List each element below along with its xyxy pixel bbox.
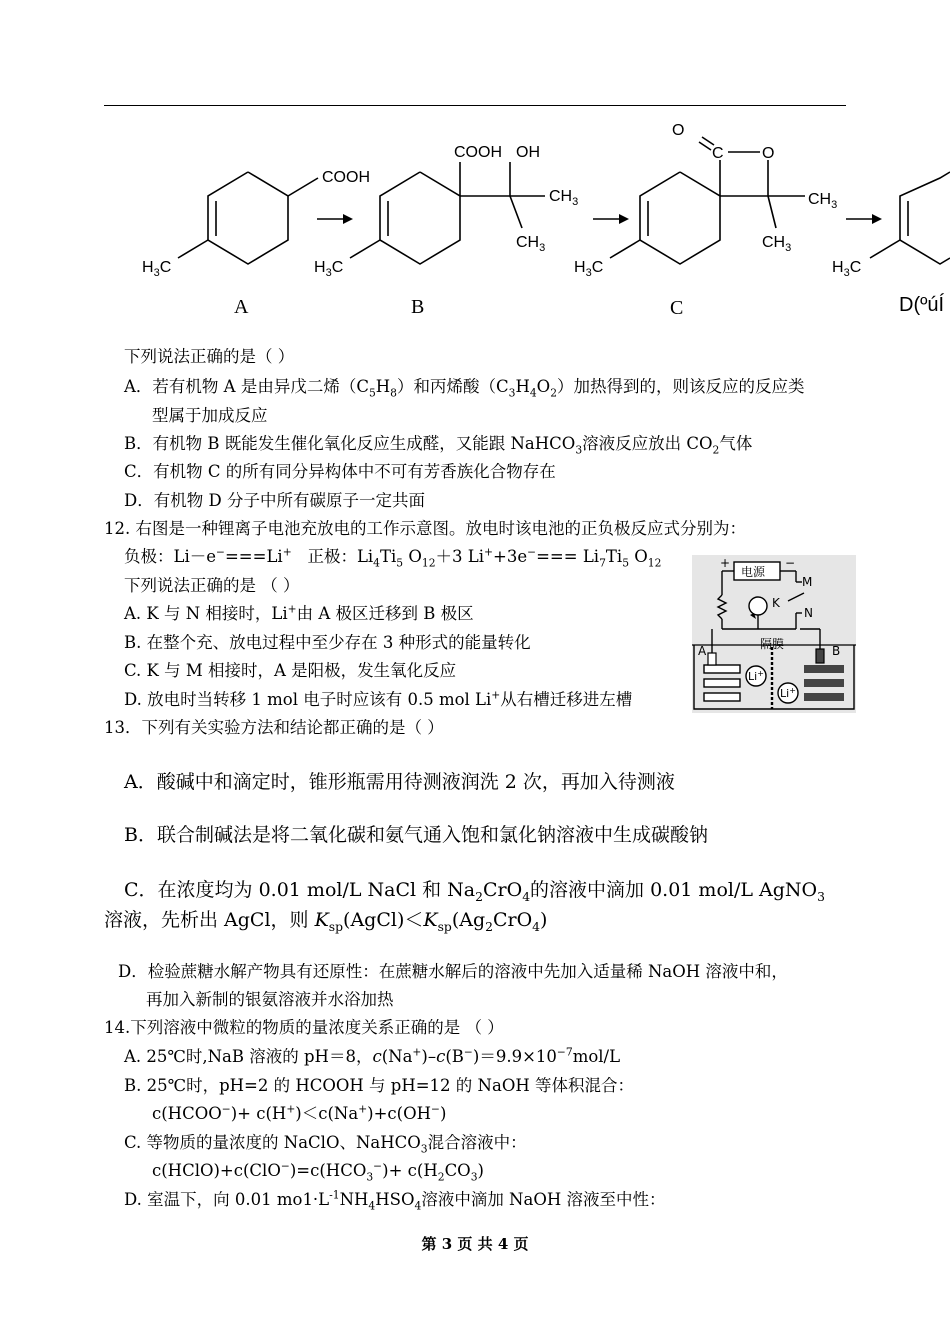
- q11-stem: 下列说法正确的是（ ）: [124, 347, 295, 366]
- group-o-carbonyl: O: [672, 122, 685, 139]
- page-footer: 第 3 页 共 4 页: [421, 1235, 529, 1253]
- header-rule: [104, 105, 846, 106]
- group-ch3-c2: $CH_3$: [762, 234, 792, 254]
- q11-option-a-cont: 型属于加成反应: [152, 406, 268, 425]
- q14-option-d: D. 室温下，向 0.01 $mo1\cdot L^{-1}NH_4HSO_4$溶液中滴加 NaOH 溶液至中性：: [124, 1188, 666, 1213]
- q12-stem: 12. 右图是一种锂离子电池充放电的工作示意图。放电时该电池的正负极反应式分别为：: [104, 519, 746, 538]
- q13-option-c-cont: 溶液，先析出 AgCl，则 $K_{sp}(AgCl)<K_{sp}(Ag_2CrO_4)$: [104, 909, 548, 934]
- group-ch3-b1: $CH_3$: [549, 188, 579, 208]
- q13-option-b: B．联合制碱法是将二氧化碳和氨气通入饱和氯化钠溶液中生成碳酸钠: [124, 824, 708, 846]
- lithium-battery-diagram: [692, 555, 856, 713]
- group-c-lactone: C: [712, 145, 724, 162]
- q14-option-b: B. 25℃时，pH=2 的 HCOOH 与 pH=12 的 NaOH 等体积混合：: [124, 1076, 634, 1095]
- q13-stem: 13．下列有关实验方法和结论都正确的是（ ）: [104, 718, 444, 737]
- group-cooh-a: COOH: [322, 169, 370, 186]
- q14-stem: 14.下列溶液中微粒的物质的量浓度关系正确的是 （ ）: [104, 1018, 504, 1037]
- group-o-lactone: O: [762, 145, 775, 162]
- group-ch3-c1: $CH_3$: [808, 191, 838, 211]
- group-oh-b: OH: [516, 144, 540, 161]
- q14-option-c: C. 等物质的量浓度的 NaClO、NaHCO$_3$混合溶液中：: [124, 1133, 527, 1156]
- group-ch3-b2: $CH_3$: [516, 234, 546, 254]
- group-h3c-b: $H_3C$: [314, 259, 344, 279]
- li-ion-label-left: Li+: [748, 669, 764, 683]
- power-source-label: 电源: [741, 565, 766, 579]
- q14-option-b-cont: c(HCOO−)+ c(H+)＜c(Na+)+c(OH−): [152, 1102, 447, 1123]
- q13-option-d-cont: 再加入新制的银氨溶液并水浴加热: [146, 990, 394, 1009]
- compound-label-d: D(ºúÍ: [899, 294, 945, 316]
- switch-k-label: K: [772, 596, 780, 610]
- q12-option-b: B. 在整个充、放电过程中至少存在 3 种形式的能量转化: [124, 633, 531, 652]
- group-h3c-c: $H_3C$: [574, 259, 604, 279]
- electrode-a-label: A: [698, 644, 707, 658]
- q11-option-a: A．若有机物 A 是由异戊二烯$(C_5H_8)$和丙烯酸$(C_3H_4O_2)$加热得到的，则该反应的反应类: [124, 377, 805, 400]
- contact-m-label: M: [802, 575, 813, 589]
- minus-label: −: [785, 556, 796, 570]
- contact-n-label: N: [804, 606, 813, 620]
- q13-option-d: D．检验蔗糖水解产物具有还原性：在蔗糖水解后的溶液中先加入适量稀 NaOH 溶液中和，: [118, 962, 788, 981]
- q12-equation: 负极：Li－e−===Li+ 正极：$Li_4Ti_5$ $O_{12}+3$ $Li^++3e^-=== Li_7Ti_5$ $O_{12}$: [124, 545, 662, 570]
- compound-label-c: C: [670, 297, 684, 319]
- q12-sub-stem: 下列说法正确的是 （ ）: [124, 576, 300, 595]
- q11-option-b: B．有机物 B 既能发生催化氧化反应生成醛，又能跟 NaHCO$_3$溶液反应放出 $CO_2$气体: [124, 434, 753, 457]
- q13-option-c: C．在浓度均为 0.01 mol/L NaCl 和 $Na_2CrO_4$的溶液中滴加 0.01 mol/L AgNO$_3$: [124, 879, 825, 904]
- q14-option-a: A. 25℃时,NaB 溶液的 pH＝8，$c(Na^+)-c(B^-)=9.9\times 10^{-7}mol/L$: [124, 1045, 621, 1066]
- compound-label-a: A: [234, 296, 249, 318]
- q14-option-c-cont: $c(HClO)+c(ClO^-)=c(HCO_3^-)+ c(H_2CO_3)$: [152, 1159, 484, 1184]
- membrane-label: 隔膜: [760, 637, 785, 651]
- q11-option-c: C．有机物 C 的所有同分异构体中不可有芳香族化合物存在: [124, 462, 556, 481]
- plus-label: +: [720, 556, 731, 570]
- q13-option-a: A．酸碱中和滴定时，锥形瓶需用待测液润洗 2 次，再加入待测液: [124, 771, 675, 793]
- group-h3c-a: $H_3C$: [142, 259, 172, 279]
- group-h3c-d: $H_3C$: [832, 259, 862, 279]
- compound-label-b: B: [411, 296, 425, 318]
- q12-option-a: A. K 与 N 相接时，Li+由 A 极区迁移到 B 极区: [124, 602, 474, 623]
- q12-option-c: C. K 与 M 相接时，A 是阳极，发生氧化反应: [124, 661, 457, 680]
- electrode-b-label: B: [832, 644, 841, 658]
- group-cooh-b: COOH: [454, 144, 502, 161]
- q12-option-d: D. 放电时当转移 1 mol 电子时应该有 0.5 mol Li+从右槽迁移进左槽: [124, 688, 633, 709]
- q11-option-d: D．有机物 D 分子中所有碳原子一定共面: [124, 491, 425, 510]
- li-ion-label-right: Li+: [780, 686, 796, 700]
- reaction-scheme-figure: [0, 110, 950, 325]
